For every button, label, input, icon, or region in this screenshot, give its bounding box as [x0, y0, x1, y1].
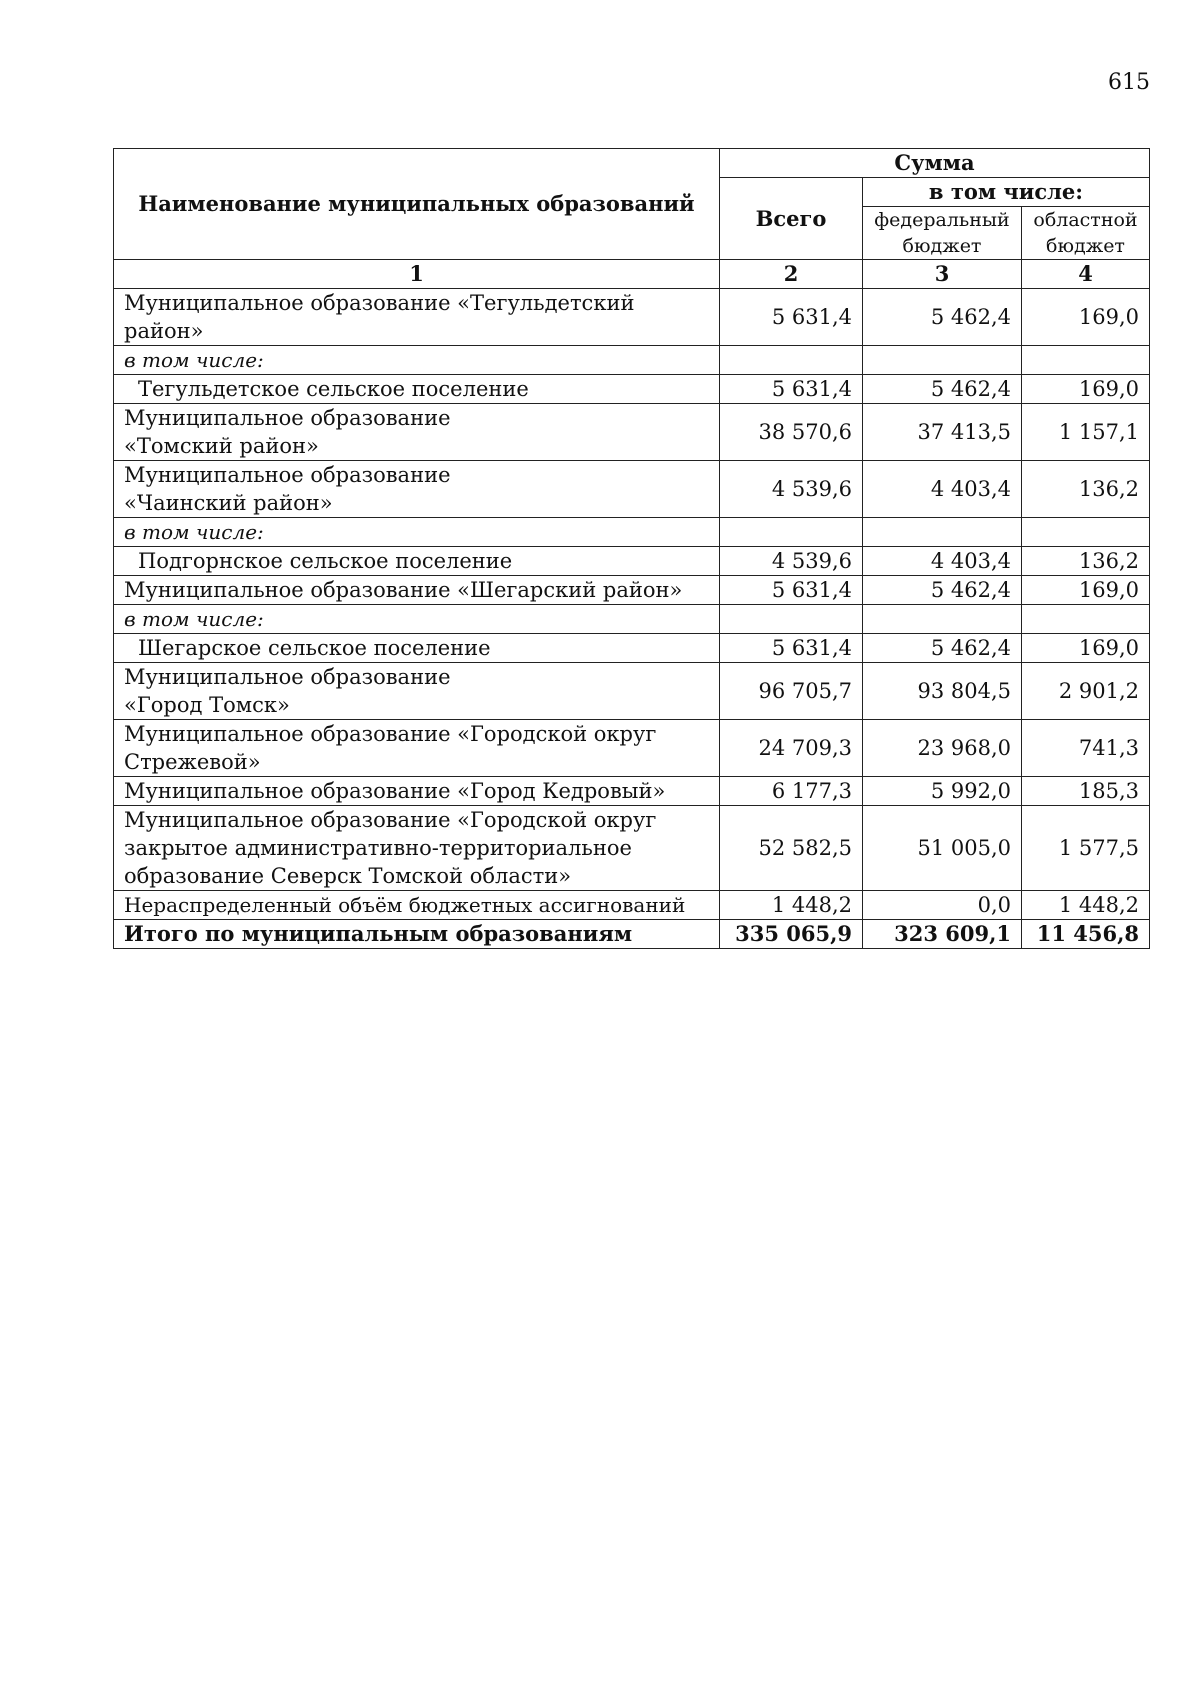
row-total: 5 631,4: [720, 289, 863, 346]
row-name: Муниципальное образование «Городской округ закрытое административно-территориальное образование Северск Томской области»: [114, 806, 720, 891]
table-row: [114, 404, 1150, 461]
row-regional: 1 448,2: [1022, 891, 1150, 920]
row-total: 6 177,3: [720, 777, 863, 806]
header-including: в том числе:: [863, 178, 1150, 207]
row-regional: 1 157,1: [1022, 404, 1150, 461]
grand-total-total: 335 065,9: [720, 920, 863, 949]
row-name: Муниципальное образование «Город Томск»: [114, 663, 720, 720]
col-number-4: 4: [1022, 260, 1150, 289]
grand-total-name: Итого по муниципальным образованиям: [114, 920, 720, 949]
row-name: Муниципальное образование «Чаинский район»: [114, 461, 720, 518]
grand-total-regional: 11 456,8: [1022, 920, 1150, 949]
col-number-2: 2: [720, 260, 863, 289]
row-name: в том числе:: [114, 518, 720, 547]
row-regional: 169,0: [1022, 375, 1150, 404]
table-body: [114, 289, 1150, 949]
row-total: 38 570,6: [720, 404, 863, 461]
row-total: 4 539,6: [720, 461, 863, 518]
row-total: 5 631,4: [720, 375, 863, 404]
row-federal: 23 968,0: [863, 720, 1022, 777]
row-total: 4 539,6: [720, 547, 863, 576]
row-federal: [863, 346, 1022, 375]
row-federal: 0,0: [863, 891, 1022, 920]
page-number: 615: [1108, 70, 1150, 95]
table-row: [114, 634, 1150, 663]
row-regional: 169,0: [1022, 289, 1150, 346]
table-row: [114, 605, 1150, 634]
table-row: [114, 461, 1150, 518]
row-total: 5 631,4: [720, 634, 863, 663]
row-regional: [1022, 346, 1150, 375]
row-total: 24 709,3: [720, 720, 863, 777]
row-federal: [863, 605, 1022, 634]
row-total: 1 448,2: [720, 891, 863, 920]
table-row: [114, 576, 1150, 605]
row-total: 52 582,5: [720, 806, 863, 891]
table-row: [114, 518, 1150, 547]
row-name: Муниципальное образование «Тегульдетский район»: [114, 289, 720, 346]
row-regional: 1 577,5: [1022, 806, 1150, 891]
header-federal: федеральный бюджет: [863, 207, 1022, 260]
row-regional: [1022, 518, 1150, 547]
row-regional: 185,3: [1022, 777, 1150, 806]
row-name: Шегарское сельское поселение: [114, 634, 720, 663]
row-name: Муниципальное образование «Шегарский район»: [114, 576, 720, 605]
row-regional: 2 901,2: [1022, 663, 1150, 720]
grand-total-federal: 323 609,1: [863, 920, 1022, 949]
table-row: [114, 806, 1150, 891]
row-federal: 51 005,0: [863, 806, 1022, 891]
row-name: Муниципальное образование «Городской округ Стрежевой»: [114, 720, 720, 777]
col-number-1: 1: [114, 260, 720, 289]
row-federal: 4 403,4: [863, 547, 1022, 576]
table-row: [114, 720, 1150, 777]
row-regional: 136,2: [1022, 547, 1150, 576]
row-regional: 136,2: [1022, 461, 1150, 518]
header-total: Всего: [720, 178, 863, 260]
row-name: в том числе:: [114, 605, 720, 634]
row-federal: 93 804,5: [863, 663, 1022, 720]
row-federal: 37 413,5: [863, 404, 1022, 461]
row-name: Муниципальное образование «Томский район»: [114, 404, 720, 461]
col-number-3: 3: [863, 260, 1022, 289]
row-name: в том числе:: [114, 346, 720, 375]
table-row: [114, 663, 1150, 720]
row-name: Тегульдетское сельское поселение: [114, 375, 720, 404]
table-row: [114, 375, 1150, 404]
header-name: Наименование муниципальных образований: [114, 149, 720, 260]
row-federal: 5 462,4: [863, 634, 1022, 663]
row-federal: 5 462,4: [863, 375, 1022, 404]
table-header: [114, 149, 1150, 289]
header-regional: областной бюджет: [1022, 207, 1150, 260]
table-row: [114, 547, 1150, 576]
table-row: [114, 891, 1150, 920]
row-federal: 5 462,4: [863, 576, 1022, 605]
grand-total-row: [114, 920, 1150, 949]
row-regional: 741,3: [1022, 720, 1150, 777]
row-total: [720, 518, 863, 547]
budget-table: [113, 148, 1150, 949]
row-name: Подгорнское сельское поселение: [114, 547, 720, 576]
header-sum: Сумма: [720, 149, 1150, 178]
row-regional: 169,0: [1022, 634, 1150, 663]
row-federal: 5 462,4: [863, 289, 1022, 346]
row-name: Муниципальное образование «Город Кедровый»: [114, 777, 720, 806]
row-total: [720, 346, 863, 375]
row-total: 96 705,7: [720, 663, 863, 720]
table-row: [114, 777, 1150, 806]
row-total: [720, 605, 863, 634]
row-federal: [863, 518, 1022, 547]
row-total: 5 631,4: [720, 576, 863, 605]
table-row: [114, 289, 1150, 346]
table-row: [114, 346, 1150, 375]
row-name: Нераспределенный объём бюджетных ассигнований: [114, 891, 720, 920]
row-federal: 5 992,0: [863, 777, 1022, 806]
row-regional: [1022, 605, 1150, 634]
row-regional: 169,0: [1022, 576, 1150, 605]
row-federal: 4 403,4: [863, 461, 1022, 518]
